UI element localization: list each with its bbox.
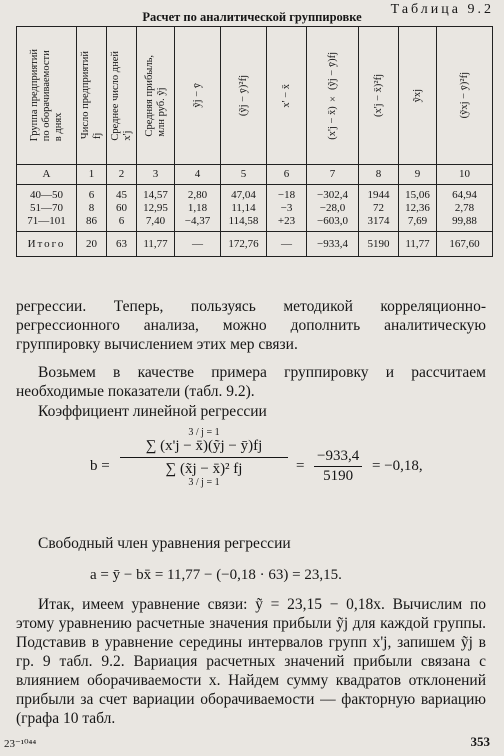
table-cell: 6 8 86: [77, 185, 107, 232]
value-numerator: −933,4: [314, 448, 362, 467]
index-cell: 3: [137, 165, 175, 185]
table-cell: 14,57 12,95 7,40: [137, 185, 175, 232]
total-cell: −933,4: [307, 232, 359, 257]
num-limits: 3 / j = 1: [188, 427, 220, 438]
header-cell: (ỹj − ȳ)²fj: [221, 27, 267, 165]
header-cell: ỹj − ȳ: [175, 27, 221, 165]
header-cell: Число предприятий fj: [77, 27, 107, 165]
header-cell: Средняя прибыль, млн руб. ỹj: [137, 27, 175, 165]
header-cell: (ỹxj − ȳ)²fj: [437, 27, 493, 165]
table-cell: 1944 72 3174: [359, 185, 399, 232]
regression-coefficient-formula: [90, 427, 423, 508]
total-cell: —: [267, 232, 307, 257]
table-cell: −302,4 −28,0 −603,0: [307, 185, 359, 232]
group-cell: 40—50 51—70 71—101: [17, 185, 77, 232]
table-cell: 15,06 12,36 7,69: [399, 185, 437, 232]
sum-numerator: ∑ (x'j − x̄)(ỹj − ȳ)fj: [120, 438, 288, 458]
formula-lhs: b =: [90, 458, 110, 474]
paragraph-3: Коэффициент линейной регрессии: [38, 403, 267, 420]
index-cell: 6: [267, 165, 307, 185]
formula-eq: =: [296, 458, 305, 474]
table-cell: 47,04 11,14 114,58: [221, 185, 267, 232]
index-cell: 4: [175, 165, 221, 185]
total-label: Итого: [17, 232, 77, 257]
sum-denominator: ∑ (x̃j − x̄)² fj: [165, 461, 243, 477]
data-table: [16, 26, 493, 257]
header-cell: x' − x̄: [267, 27, 307, 165]
index-cell: 1: [77, 165, 107, 185]
index-cell: 2: [107, 165, 137, 185]
table-title: Расчет по аналитической группировке: [142, 10, 362, 24]
paragraph-5: Итак, имеем уравнение связи: ỹ = 23,15 − 0,18x. Вычислим по этому уравнению расчетные значения прибыли ỹj для каждой группы. Подставив в уравнение середины интервалов групп x'j, запишем ỹj в гр. 9 табл. 9.2. Вариация расчетных значений прибыли связана с влиянием оборачиваемости x. Найдем сумму квадратов отклонений прибыли за счет вариации оборачиваемости — факторную вариацию (графа 10 табл.: [16, 596, 486, 727]
index-row: [17, 165, 493, 185]
table-cell: 45 60 6: [107, 185, 137, 232]
value-denominator: 5190: [323, 468, 354, 484]
total-cell: 11,77: [137, 232, 175, 257]
total-cell: 11,77: [399, 232, 437, 257]
index-cell: 5: [221, 165, 267, 185]
page-number: 353: [470, 734, 490, 749]
table-cell: 2,80 1,18 −4,37: [175, 185, 221, 232]
total-cell: 20: [77, 232, 107, 257]
total-cell: —: [175, 232, 221, 257]
formula-result: = −0,18,: [372, 458, 423, 474]
index-cell: 8: [359, 165, 399, 185]
header-cell: Среднее число дней x'j: [107, 27, 137, 165]
value-fraction: [314, 448, 362, 485]
header-cell: Группа предприятий по оборачиваемости в днях: [17, 27, 77, 165]
index-cell: 10: [437, 165, 493, 185]
den-limits: 3 / j = 1: [188, 477, 220, 488]
table-label: Таблица 9.2: [390, 2, 494, 17]
header-cell: (x'j − x̄)²fj: [359, 27, 399, 165]
total-row: [17, 232, 493, 257]
header-cell: ỹxj: [399, 27, 437, 165]
paragraph-4: Свободный член уравнения регрессии: [38, 535, 291, 552]
header-row: [17, 27, 493, 165]
data-rows-block: [17, 185, 493, 232]
paragraph-2: Возьмем в качестве примера группировку и рассчитаем необходимые показатели (табл. 9.2).: [16, 364, 486, 400]
total-cell: 167,60: [437, 232, 493, 257]
table-cell: −18 −3 +23: [267, 185, 307, 232]
table-cell: 64,94 2,78 99,88: [437, 185, 493, 232]
intercept-formula: a = ȳ − bx̄ = 11,77 − (−0,18 · 63) = 23,15.: [90, 567, 342, 583]
index-cell: 9: [399, 165, 437, 185]
sum-fraction: [120, 428, 288, 488]
index-cell: 7: [307, 165, 359, 185]
total-cell: 63: [107, 232, 137, 257]
print-signature: 23⁻¹⁰⁴⁴: [4, 738, 37, 750]
total-cell: 172,76: [221, 232, 267, 257]
index-cell: А: [17, 165, 77, 185]
header-cell: (x'j − x̄) × (ỹj − ȳ)fj: [307, 27, 359, 165]
paragraph-1: регрессии. Теперь, пользуясь методикой корреляционно-регрессионного анализа, можно дополнить аналитическую группировку вычислением этих мер связи.: [16, 298, 486, 353]
total-cell: 5190: [359, 232, 399, 257]
